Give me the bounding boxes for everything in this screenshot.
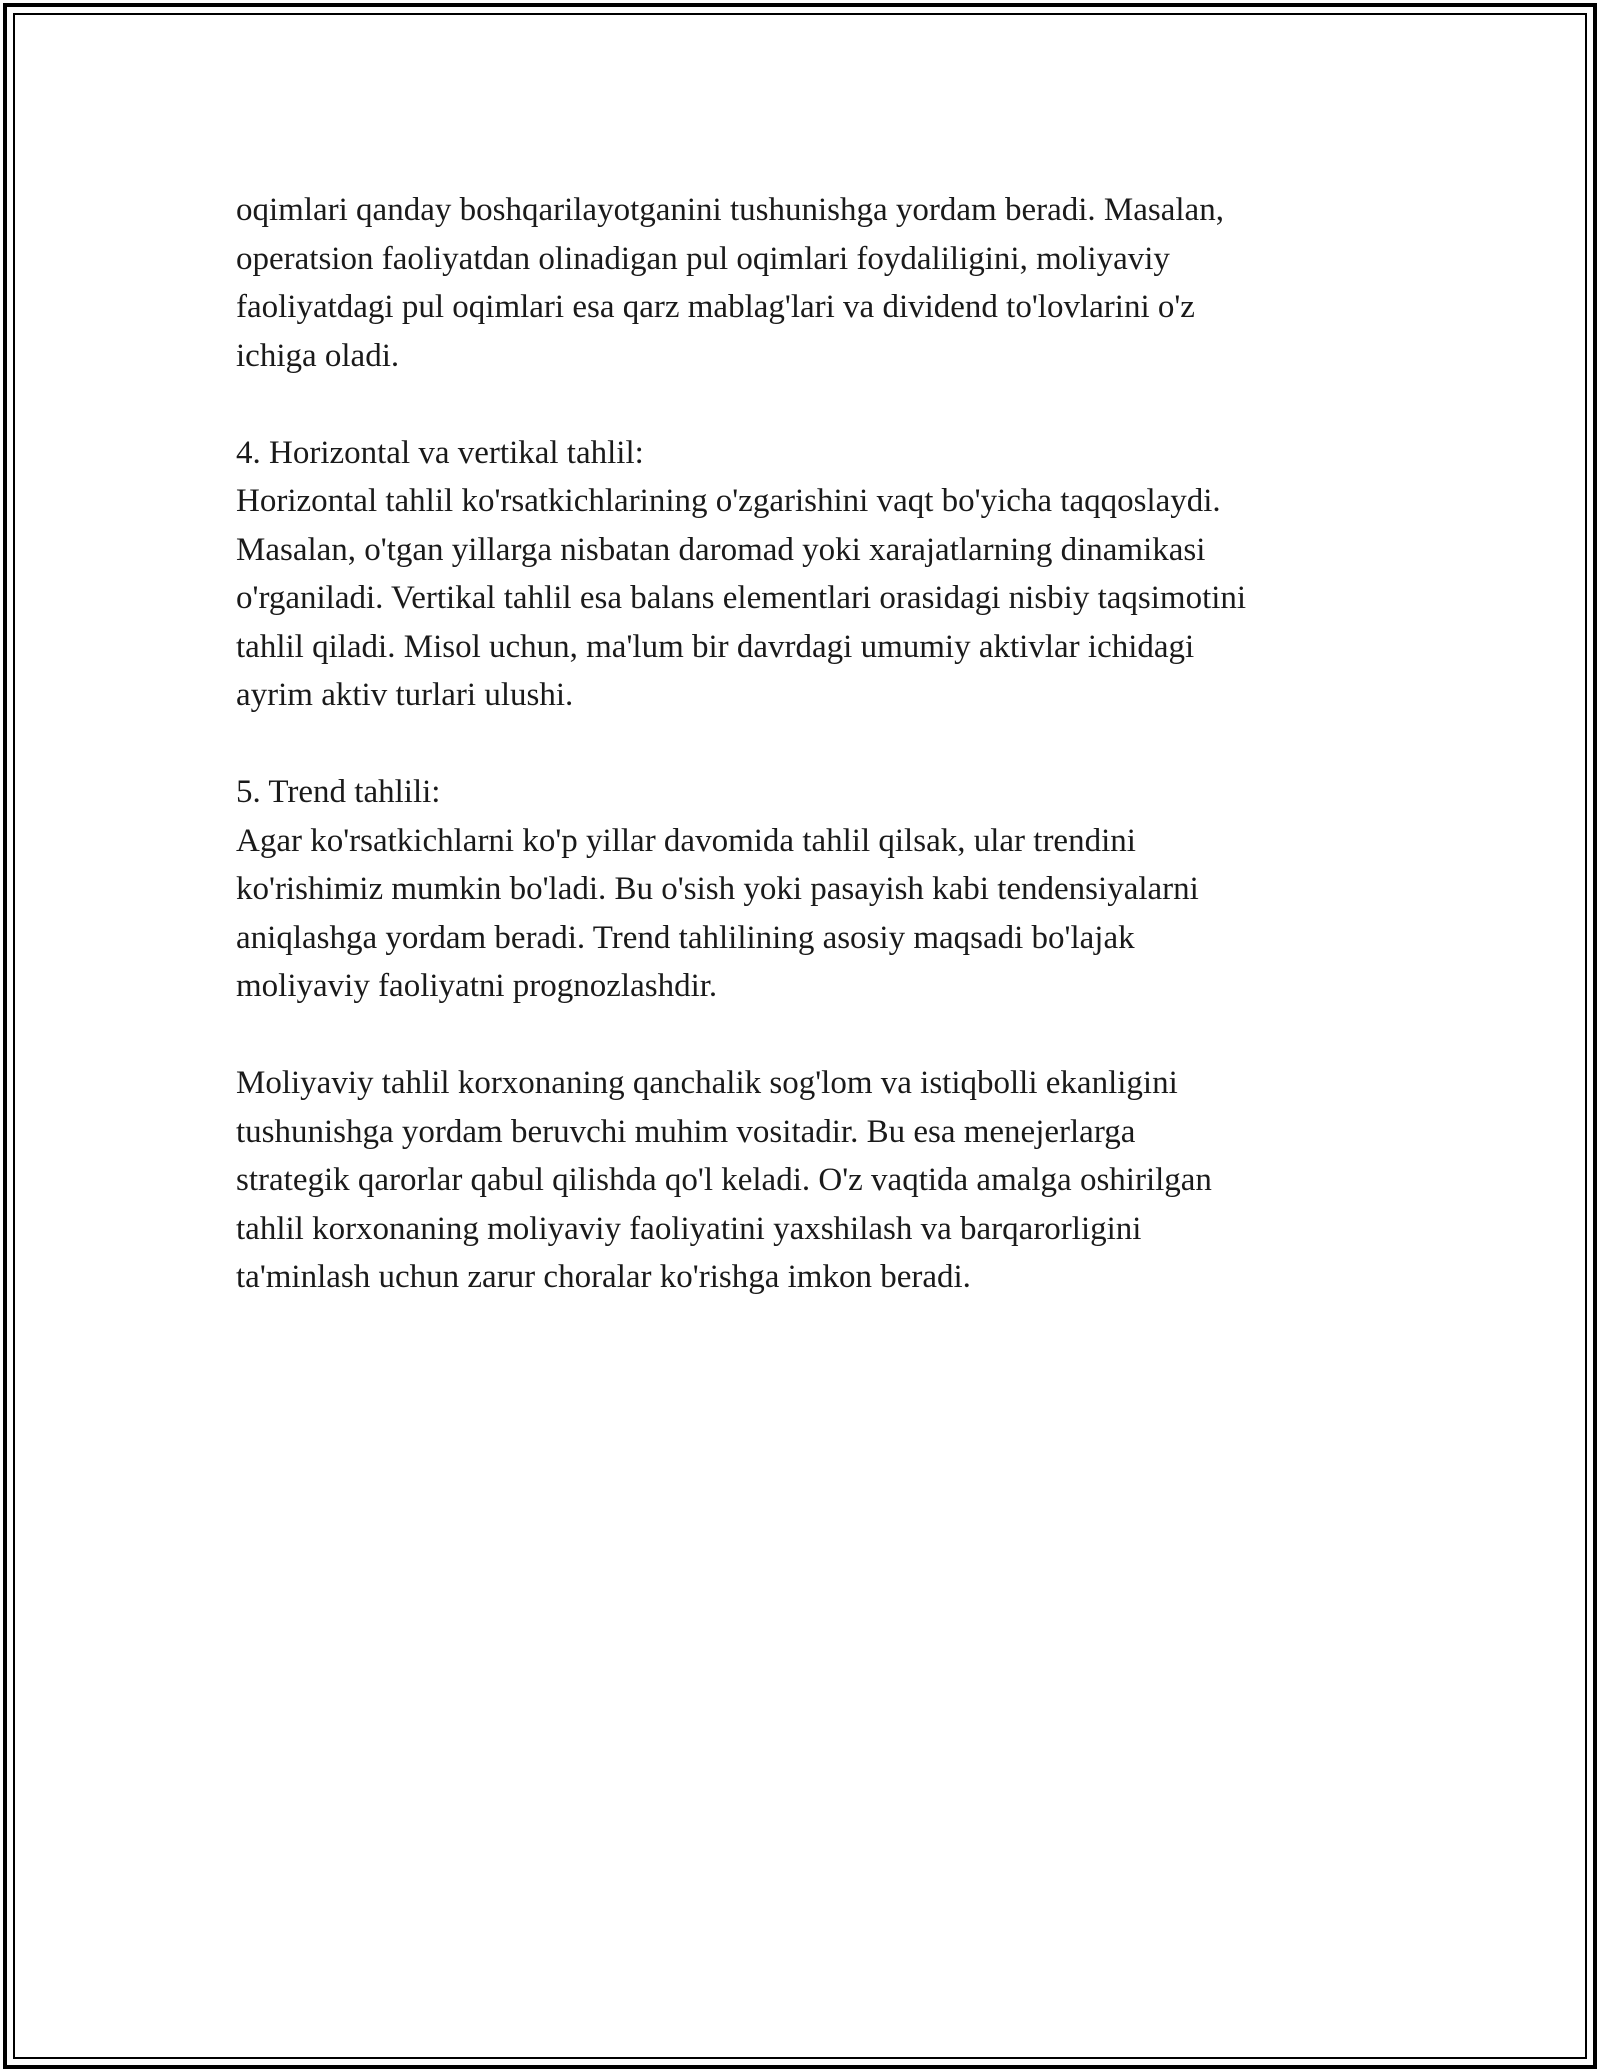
section-heading: 5. Trend tahlili: (236, 774, 441, 810)
text-line: strategik qarorlar qabul qilishda qo'l keladi. O'z vaqtida amalga oshirilgan (236, 1162, 1212, 1198)
text-line: tahlil korxonaning moliyaviy faoliyatini yaxshilash va barqarorligini (236, 1210, 1142, 1247)
text-line: oqimlari qanday boshqarilayotganini tushunishga yordam beradi. Masalan, (236, 192, 1224, 228)
section-heading: 4. Horizontal va vertikal tahlil: (236, 434, 644, 471)
text-line: o'rganiladi. Vertikal tahlil esa balans elementlari orasidagi nisbiy taqsimotini (236, 580, 1247, 616)
text-line: tahlil qiladi. Misol uchun, ma'lum bir davrdagi umumiy aktivlar ichidagi (236, 628, 1195, 665)
paragraph-spacer (236, 380, 1396, 429)
text-line: ko'rishimiz mumkin bo'ladi. Bu o'sish yoki pasayish kabi tendensiyalarni (236, 871, 1199, 907)
paragraph-spacer (236, 1011, 1396, 1060)
paragraph-trend (236, 768, 1396, 1011)
text-line: Agar ko'rsatkichlarni ko'p yillar davomida tahlil qilsak, ular trendini (236, 822, 1136, 859)
text-line: moliyaviy faoliyatni prognozlashdir. (236, 968, 718, 1004)
paragraph-spacer (236, 720, 1396, 769)
text-line: faoliyatdagi pul oqimlari esa qarz mablag'lari va dividend to'lovlarini o'z (236, 289, 1195, 325)
text-line: operatsion faoliyatdan olinadigan pul oqimlari foydaliligini, moliyaviy (236, 240, 1170, 277)
text-line: Horizontal tahlil ko'rsatkichlarining o'zgarishini vaqt bo'yicha taqqoslaydi. (236, 483, 1221, 519)
text-line: Moliyaviy tahlil korxonaning qanchalik sog'lom va istiqbolli ekanligini (236, 1065, 1178, 1101)
text-line: tushunishga yordam beruvchi muhim vositadir. Bu esa menejerlarga (236, 1113, 1136, 1150)
paragraph-cash-flow (236, 186, 1396, 380)
document-body (236, 186, 1396, 1302)
text-line: ichiga oladi. (236, 337, 400, 374)
text-line: Masalan, o'tgan yillarga nisbatan daromad yoki xarajatlarning dinamikasi (236, 531, 1206, 568)
paragraph-horizontal-vertical (236, 429, 1396, 720)
paragraph-conclusion (236, 1059, 1396, 1302)
text-line: aniqlashga yordam beradi. Trend tahlilining asosiy maqsadi bo'lajak (236, 919, 1135, 956)
text-line: ta'minlash uchun zarur choralar ko'rishga imkon beradi. (236, 1259, 971, 1295)
text-line: ayrim aktiv turlari ulushi. (236, 677, 574, 713)
